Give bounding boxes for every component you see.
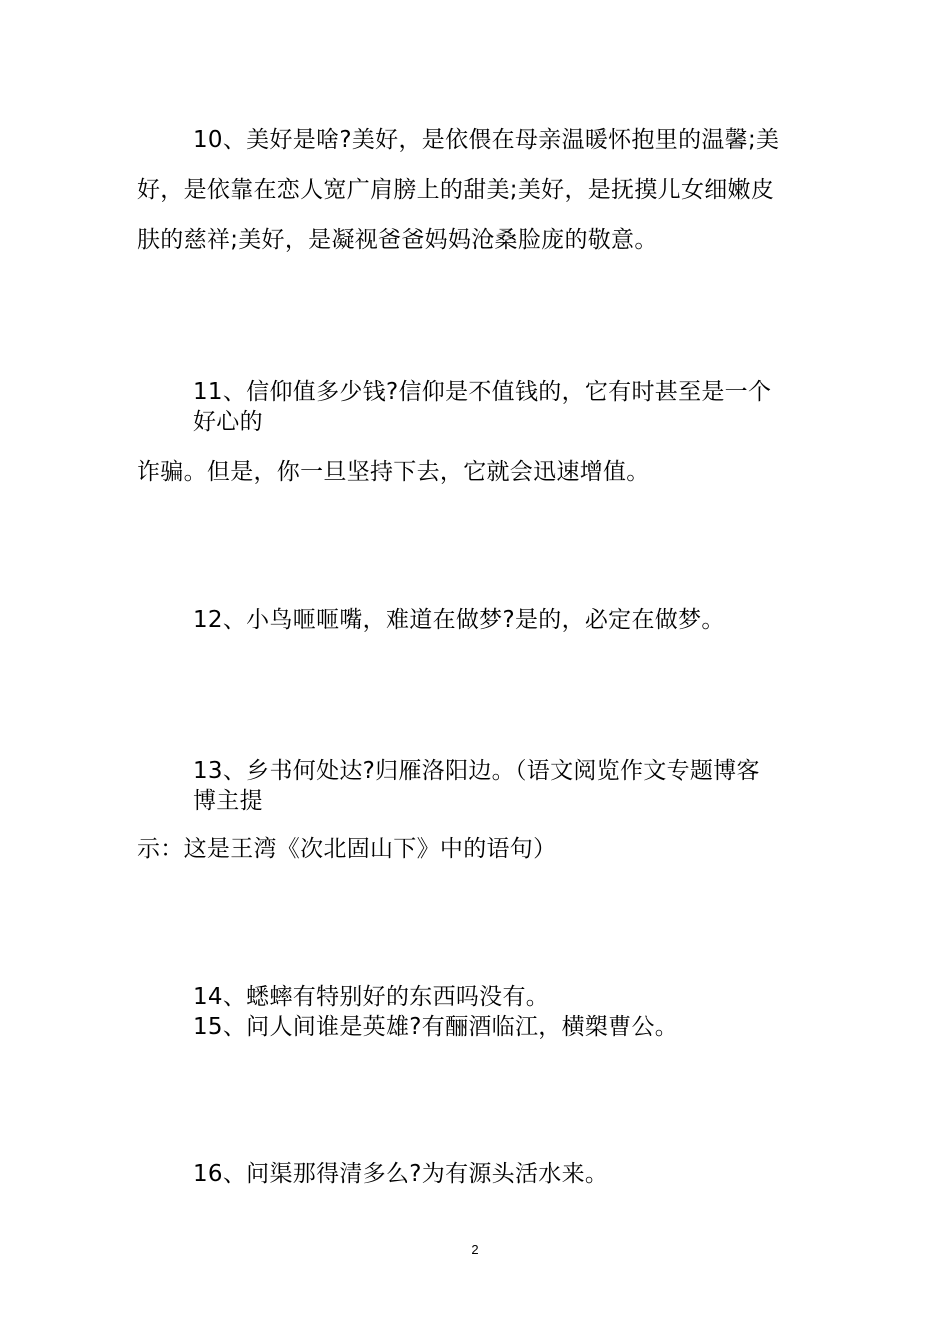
text-line: 10、美好是啥?美好，是依偎在母亲温暖怀抱里的温馨;美 bbox=[193, 127, 780, 153]
text-line: 12、小鸟咂咂嘴，难道在做梦?是的，必定在做梦。 bbox=[193, 607, 725, 633]
text-line: 肤的慈祥;美好，是凝视爸爸妈妈沧桑脸庞的敬意。 bbox=[137, 227, 658, 253]
text-line: 13、乡书何处达?归雁洛阳边。（语文阅览作文专题博客 bbox=[193, 758, 760, 784]
text-line: 14、蟋蟀有特别好的东西吗没有。 bbox=[193, 984, 550, 1010]
page-number: 2 bbox=[471, 1242, 479, 1257]
text-line: 示：这是王湾《次北固山下》中的语句） bbox=[137, 836, 557, 862]
text-line: 好心的 bbox=[193, 409, 263, 435]
text-line: 博主提 bbox=[193, 788, 263, 814]
text-line: 诈骗。但是，你一旦坚持下去，它就会迅速增值。 bbox=[137, 459, 650, 485]
text-line: 15、问人间谁是英雄?有酾酒临江，横槊曹公。 bbox=[193, 1014, 679, 1040]
text-line: 好，是依靠在恋人宽广肩膀上的甜美;美好，是抚摸儿女细嫩皮 bbox=[137, 177, 775, 203]
text-line: 11、信仰值多少钱?信仰是不值钱的，它有时甚至是一个 bbox=[193, 379, 772, 405]
text-line: 16、问渠那得清多么?为有源头活水来。 bbox=[193, 1161, 609, 1187]
